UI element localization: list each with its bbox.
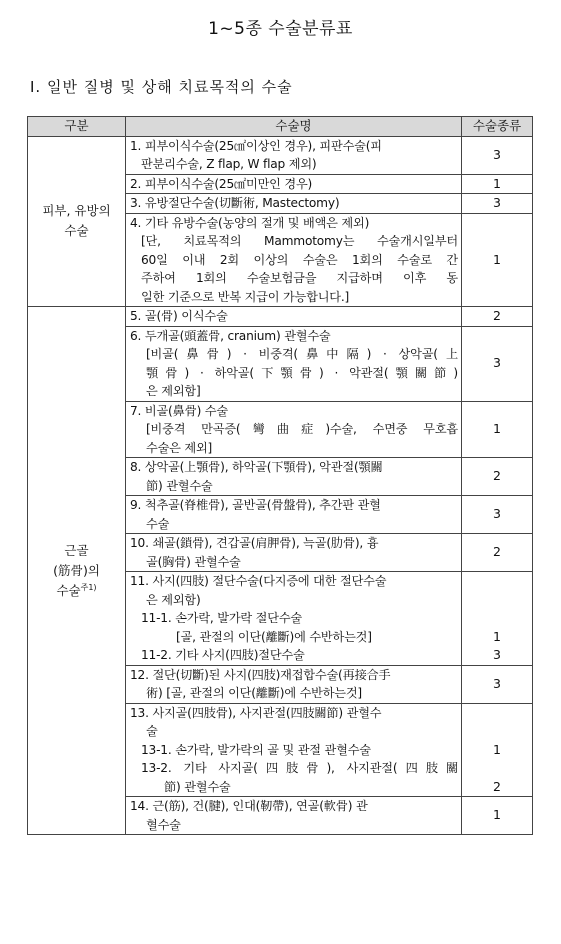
surgery-name bbox=[126, 307, 462, 327]
table-row bbox=[28, 307, 533, 327]
category-line bbox=[28, 581, 125, 601]
category-musculoskeletal bbox=[28, 307, 126, 835]
surgery-line: 4. 기타 유방수술(농양의 절개 및 배액은 제외) bbox=[130, 215, 370, 230]
surgery-type: 3 bbox=[462, 496, 533, 534]
surgery-line: 節) 관혈수술 bbox=[146, 478, 213, 493]
surgery-line: 60일 이내 2회 이상의 수술은 1회의 수술로 간 bbox=[141, 252, 458, 267]
surgery-line: 13-2. 기타 사지골(四肢骨), 사지관절(四肢關 bbox=[141, 761, 458, 775]
surgery-line: 顎骨) · 하악골(下顎骨) · 악관절(顎關節) bbox=[146, 365, 458, 380]
surgery-classification-table bbox=[27, 116, 533, 835]
surgery-name bbox=[126, 572, 462, 666]
surgery-line: 13. 사지골(四肢骨), 사지관절(四肢關節) 관혈수 bbox=[130, 705, 382, 720]
surgery-name bbox=[126, 797, 462, 835]
surgery-line: 11-2. 기타 사지(四肢)절단수술 bbox=[141, 648, 305, 662]
surgery-type bbox=[462, 703, 533, 797]
surgery-type: 3 bbox=[462, 665, 533, 703]
surgery-line: 6. 두개골(頭蓋骨, cranium) 관혈수술 bbox=[130, 328, 331, 343]
category-skin-breast bbox=[28, 136, 126, 307]
header-category: 구분 bbox=[28, 117, 126, 137]
surgery-line: 술 bbox=[146, 724, 158, 738]
surgery-line: 8. 상악골(上顎骨), 하악골(下顎骨), 악관절(顎關 bbox=[130, 460, 383, 474]
surgery-line: 주하여 1회의 수술보험금을 지급하며 이후 동 bbox=[141, 271, 458, 285]
surgery-line: 골(胸骨) 관혈수술 bbox=[146, 554, 241, 569]
surgery-type-line bbox=[462, 722, 532, 741]
surgery-type: 1 bbox=[462, 174, 533, 194]
section-heading: Ⅰ. 일반 질병 및 상해 치료목적의 수술 bbox=[30, 78, 293, 96]
surgery-type-line bbox=[462, 591, 532, 610]
surgery-type: 2 bbox=[462, 534, 533, 572]
surgery-type-line bbox=[462, 572, 532, 591]
surgery-name bbox=[126, 665, 462, 703]
surgery-line: 혈수술 bbox=[146, 817, 181, 832]
surgery-line: [골, 관절의 이단(離斷)에 수반하는것] bbox=[176, 629, 372, 644]
surgery-type bbox=[462, 572, 533, 666]
surgery-type-line bbox=[462, 609, 532, 628]
surgery-name bbox=[126, 703, 462, 797]
surgery-type: 1 bbox=[462, 213, 533, 307]
surgery-line: [비골(鼻骨) · 비중격(鼻中隔) · 상악골(上 bbox=[146, 347, 458, 361]
header-surgery-type: 수술종류 bbox=[462, 117, 533, 137]
surgery-type: 1 bbox=[462, 797, 533, 835]
surgery-type: 3 bbox=[462, 136, 533, 174]
surgery-name bbox=[126, 136, 462, 174]
surgery-type-line bbox=[462, 704, 532, 723]
header-surgery-name: 수술명 bbox=[126, 117, 462, 137]
surgery-line: 5. 골(骨) 이식수술 bbox=[130, 309, 228, 323]
surgery-type: 2 bbox=[462, 458, 533, 496]
surgery-line: 14. 근(筋), 건(腱), 인대(靭帶), 연골(軟骨) 관 bbox=[130, 799, 368, 813]
surgery-name bbox=[126, 496, 462, 534]
surgery-line: 은 제외함] bbox=[146, 384, 201, 398]
surgery-name bbox=[126, 458, 462, 496]
surgery-type: 3 bbox=[462, 194, 533, 214]
surgery-type-line bbox=[462, 759, 532, 778]
surgery-name bbox=[126, 174, 462, 194]
surgery-line: 3. 유방절단수술(切斷術, Mastectomy) bbox=[130, 196, 340, 210]
category-line: (筋骨)의 bbox=[53, 562, 100, 578]
surgery-line: 術) [골, 관절의 이단(離斷)에 수반하는것] bbox=[146, 686, 362, 700]
surgery-name bbox=[126, 326, 462, 401]
surgery-line: 10. 쇄골(鎖骨), 견갑골(肩胛骨), 늑골(肋骨), 흉 bbox=[130, 536, 379, 550]
surgery-type-line: 1 bbox=[493, 741, 501, 757]
surgery-line: 7. 비골(鼻骨) 수술 bbox=[130, 403, 228, 418]
surgery-type: 1 bbox=[462, 401, 533, 458]
surgery-name bbox=[126, 401, 462, 458]
category-line: 근골 bbox=[64, 542, 89, 558]
surgery-line: 11-1. 손가락, 발가락 절단수술 bbox=[141, 611, 302, 625]
surgery-line: [비중격 만곡증(彎曲症)수술, 수면중 무호흡 bbox=[146, 422, 458, 436]
surgery-type: 2 bbox=[462, 307, 533, 327]
surgery-line: 2. 피부이식수술(25㎠미만인 경우) bbox=[130, 176, 313, 191]
surgery-line: 은 제외함) bbox=[146, 592, 201, 607]
surgery-line: 판분리수술, Z flap, W flap 제외) bbox=[141, 157, 317, 171]
surgery-name bbox=[126, 213, 462, 307]
surgery-type-line: 2 bbox=[493, 778, 501, 794]
surgery-line: 12. 절단(切斷)된 사지(四肢)재접합수술(再接合手 bbox=[130, 667, 391, 682]
surgery-line: 9. 척추골(脊椎骨), 골반골(骨盤骨), 추간판 관혈 bbox=[130, 498, 381, 512]
document-title: 1~5종 수술분류표 bbox=[208, 19, 353, 39]
surgery-type-line: 3 bbox=[493, 647, 501, 662]
category-line-text: 수술 bbox=[56, 582, 81, 598]
surgery-line: 일한 기준으로 반복 지급이 가능합니다.] bbox=[141, 289, 350, 304]
surgery-name bbox=[126, 534, 462, 572]
surgery-line: 13-1. 손가락, 발가락의 골 및 관절 관혈수술 bbox=[141, 742, 371, 757]
table-header-row bbox=[28, 117, 533, 137]
surgery-line: 수술 bbox=[146, 516, 170, 531]
category-line: 수술 bbox=[64, 223, 89, 239]
category-footnote: 주1) bbox=[80, 582, 97, 592]
surgery-type-line: 1 bbox=[493, 628, 501, 644]
table-row bbox=[28, 136, 533, 174]
surgery-line: 수술은 제외] bbox=[146, 440, 213, 455]
surgery-name bbox=[126, 194, 462, 214]
surgery-type: 3 bbox=[462, 326, 533, 401]
surgery-line: 11. 사지(四肢) 절단수술(다지증에 대한 절단수술 bbox=[130, 574, 387, 588]
surgery-line: [단, 치료목적의 Mammotomy는 수술개시일부터 bbox=[141, 234, 458, 248]
category-line: 피부, 유방의 bbox=[42, 203, 111, 219]
surgery-line: 節) 관혈수술 bbox=[164, 779, 231, 794]
surgery-line: 1. 피부이식수술(25㎠이상인 경우), 피판수술(피 bbox=[130, 138, 382, 153]
